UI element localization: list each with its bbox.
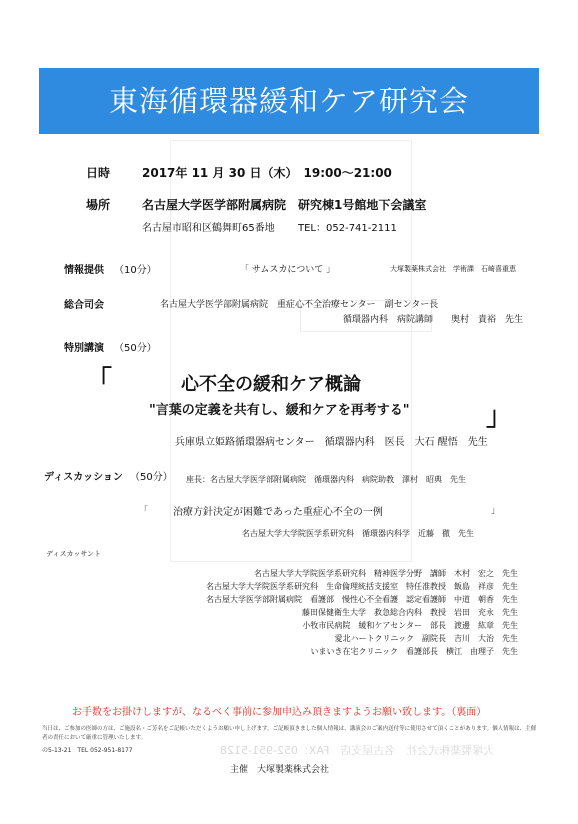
discussion-chair: 座長：名古屋大学医学部附属病院 循環器内科 病院助教 澤村 昭典 先生 — [186, 475, 466, 484]
reverse-side-fax-show-through: 大塚製薬株式会社 名古屋支店 FAX：052-951-5128 — [220, 744, 495, 757]
moderator-line2: 循環器内科 病院講師 奥村 貴裕 先生 — [343, 315, 524, 325]
discussion-minutes: （50分） — [130, 472, 173, 483]
sponsor: 主催 大塚製薬株式会社 — [230, 765, 330, 775]
info-label: 情報提供 — [64, 265, 104, 276]
discussion-label: ディスカッション — [44, 472, 123, 483]
discussant-row: いまいき在宅クリニック 看護部長 横江 由理子 先生 — [310, 647, 518, 656]
event-title: 東海循環器緩和ケア研究会 — [108, 84, 469, 118]
lecture-speaker: 兵庫県立姫路循環器病センター 循環器内科 医長 大石 醒悟 先生 — [175, 437, 488, 448]
discussant-row: 藤田保健衛生大学 救急総合内科 教授 岩田 充永 先生 — [302, 608, 518, 617]
moderator-line1: 名古屋大学医学部附属病院 重症心不全治療センター 副センター長 — [160, 300, 439, 310]
footer-fine-print: 当日は、ご参加の医師の方は、ご施設名・ご芳名をご記帳いただくようお願い申し上げます。ご記帳頂きました個人情報は、講演会のご案内送付等に使用させて頂くことがあります。個人情報は、主催者の責任において厳重に管理いたします。 — [42, 726, 537, 741]
discussants-label: ディスカッサント — [46, 550, 102, 558]
venue-name: 名古屋大学医学部附属病院 研究棟1号館地下会議室 — [142, 198, 427, 212]
case-presenter: 名古屋大学大学院医学系研究科 循環器内科学 近藤 徹 先生 — [242, 529, 474, 538]
lecture-title: 心不全の緩和ケア概論 — [181, 374, 361, 395]
lecture-minutes: （50分） — [114, 343, 157, 354]
lecture-label: 特別講演 — [64, 343, 104, 354]
info-topic: 「 サムスカについて 」 — [240, 265, 336, 275]
registration-notice: お手数をお掛けしますが、なるべく事前に参加申込み頂きますようお願い致します。（裏面） — [72, 707, 487, 718]
case-title: 治療方針決定が困難であった重症心不全の一例 — [173, 507, 383, 518]
case-open-bracket: 「 — [139, 506, 149, 516]
discussant-row: 名古屋大学大学院医学系研究科 生命倫理統括支援室 特任准教授 飯島 祥彦 先生 — [206, 582, 518, 591]
lecture-open-bracket: 「 — [86, 366, 113, 396]
discussant-row: 小牧市民病院 緩和ケアセンター 部長 渡邊 紘章 先生 — [302, 621, 518, 630]
footer-fine-print-contact: の5-13-21 TEL 052-951-8177 — [42, 747, 133, 754]
venue-address: 名古屋市昭和区鶴舞町65番地 — [142, 223, 275, 234]
case-close-bracket: 」 — [491, 506, 501, 516]
discussant-row: 愛北ハートクリニック 副院長 吉川 大治 先生 — [334, 634, 518, 643]
info-minutes: （10分） — [114, 265, 157, 276]
discussant-row: 名古屋大学大学院医学系研究科 精神医学分野 講師 木村 宏之 先生 — [254, 569, 518, 578]
moderator-label: 総合司会 — [64, 300, 104, 311]
lecture-close-bracket: 」 — [486, 402, 513, 432]
venue-tel: TEL：052-741-2111 — [298, 223, 397, 234]
date-value: 2017年 11 月 30 日（木） 19:00〜21:00 — [142, 166, 392, 180]
lecture-subtitle: "言葉の定義を共有し、緩和ケアを再考する" — [149, 403, 410, 418]
date-label: 日時 — [86, 166, 111, 180]
info-presenter: 大塚製薬株式会社 学術課 石崎喜重恵 — [390, 265, 516, 273]
venue-label: 場所 — [86, 198, 111, 212]
discussant-row: 名古屋大学医学部附属病院 看護部 慢性心不全看護 認定看護師 中道 朝香 先生 — [206, 595, 518, 604]
